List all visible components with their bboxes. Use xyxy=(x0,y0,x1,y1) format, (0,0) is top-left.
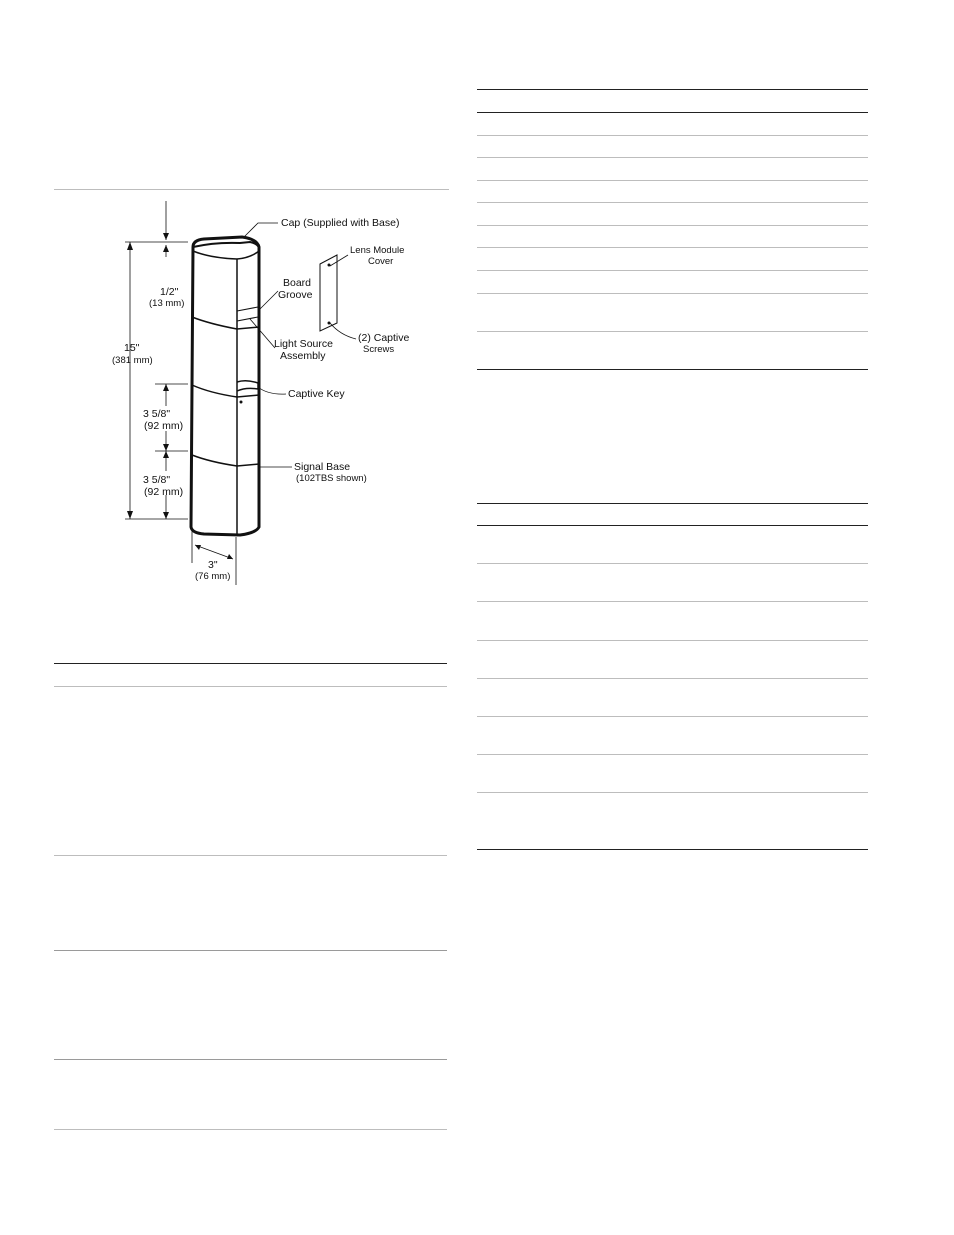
left-table-row-rule xyxy=(54,1059,447,1060)
module-lower-dim-1: 3 5/8" xyxy=(143,474,171,486)
module-upper-dim-2: (92 mm) xyxy=(144,420,184,432)
right-table2-row-rule xyxy=(477,792,868,793)
board-groove-label-1: Board xyxy=(283,277,312,289)
module-lower-dim-2: (92 mm) xyxy=(144,486,184,498)
overall-height-dim-1: 15" xyxy=(124,342,140,354)
right-table2-row-rule xyxy=(477,678,868,679)
module-seam-2 xyxy=(192,385,259,397)
cap-label: Cap (Supplied with Base) xyxy=(281,217,400,229)
tower-outline xyxy=(191,237,259,535)
right-table1-row-rule xyxy=(477,293,868,294)
right-table1-row-rule xyxy=(477,270,868,271)
right-table1-row-rule xyxy=(477,135,868,136)
cap-offset-dim-1: 1/2" xyxy=(160,286,179,298)
right-table1-row-rule xyxy=(477,180,868,181)
lens-cover-label-1: Lens Module xyxy=(350,245,405,256)
captive-screws-label-2: Screws xyxy=(363,344,395,355)
left-table-bottom-rule xyxy=(54,1129,447,1130)
right-table2-header-rule xyxy=(477,525,868,526)
right-table2-bottom-rule xyxy=(477,849,868,850)
right-table1-top-rule xyxy=(477,89,868,90)
right-table1-row-rule xyxy=(477,202,868,203)
left-table-row-rule xyxy=(54,950,447,951)
right-table1-header-rule xyxy=(477,112,868,113)
figure-top-rule xyxy=(54,189,449,190)
lens-cover-leader xyxy=(330,255,348,266)
cap-offset-dim-2: (13 mm) xyxy=(149,298,185,309)
signal-base-label-2: (102TBS shown) xyxy=(296,473,367,484)
board-groove-detail xyxy=(237,307,258,321)
signal-tower-dimension-figure xyxy=(100,195,440,590)
left-table-row-rule xyxy=(54,686,447,687)
board-groove-leader xyxy=(258,291,278,311)
captive-key-leader xyxy=(258,387,286,394)
right-table2-row-rule xyxy=(477,716,868,717)
right-table1-row-rule xyxy=(477,225,868,226)
captive-key-detail xyxy=(237,381,258,391)
right-table2-row-rule xyxy=(477,754,868,755)
overall-height-dim-2: (381 mm) xyxy=(112,355,153,366)
width-dim-2: (76 mm) xyxy=(195,571,231,582)
left-table-header-rule xyxy=(54,663,447,664)
signal-base-label-1: Signal Base xyxy=(294,461,351,473)
captive-screws-label-1: (2) Captive xyxy=(358,332,410,344)
captive-screws-leader xyxy=(330,323,356,339)
board-groove-label-2: Groove xyxy=(278,289,313,301)
width-dim-1: 3" xyxy=(208,559,218,571)
right-table1-bottom-rule xyxy=(477,369,868,370)
light-source-leader xyxy=(250,319,275,348)
right-table2-top-rule xyxy=(477,503,868,504)
right-table1-row-rule xyxy=(477,157,868,158)
cap-top xyxy=(193,242,259,247)
cap-leader xyxy=(244,223,278,237)
cap-underside xyxy=(193,251,259,259)
right-table2-row-rule xyxy=(477,640,868,641)
right-table1-row-rule xyxy=(477,331,868,332)
light-source-label-1: Light Source xyxy=(274,338,333,350)
right-table2-row-rule xyxy=(477,563,868,564)
signal-tower-drawing xyxy=(100,195,440,590)
left-table-row-rule xyxy=(54,855,447,856)
right-table2-row-rule xyxy=(477,601,868,602)
module-seam-3 xyxy=(192,455,259,466)
captive-key-label: Captive Key xyxy=(288,388,345,400)
light-source-label-2: Assembly xyxy=(280,350,326,362)
right-table1-row-rule xyxy=(477,247,868,248)
module-upper-dim-1: 3 5/8" xyxy=(143,408,171,420)
lens-cover-label-2: Cover xyxy=(368,256,394,267)
